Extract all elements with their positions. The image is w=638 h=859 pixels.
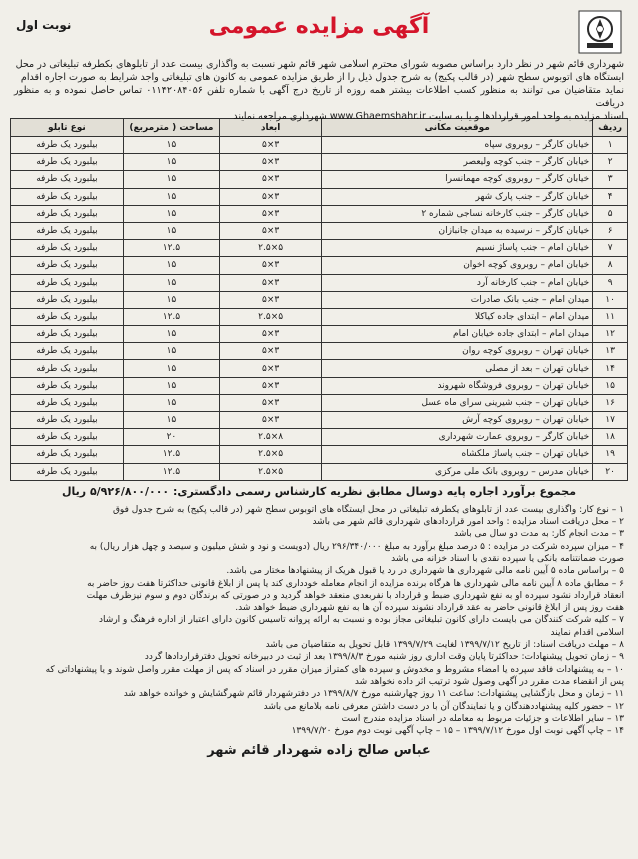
location-cell: خیابان تهران – جنب شیرینی سرای ماه عسل — [322, 394, 593, 411]
row-number: ۵ — [593, 205, 628, 222]
location-cell: خیابان تهران – بعد از مصلی — [322, 360, 593, 377]
terms-line: صورت ضمانتنامه بانکی یا سپرده نقدی با اسناد خزانه می باشد — [391, 553, 624, 564]
row-number: ۱۱ — [593, 308, 628, 325]
row-number: ۱۳ — [593, 343, 628, 360]
terms-line: ۱۲ – حضور کلیه پیشنهاددهندگان و یا نمایندگان آن با در دست داشتن معرفی نامه بلامانع می باشد — [263, 701, 624, 712]
terms-line: ۳ – مدت انجام کار: به مدت دو سال می باشد — [454, 529, 624, 540]
area-cell: ۱۲.۵ — [123, 240, 219, 257]
dimensions-cell: ۳×۵ — [219, 188, 321, 205]
location-cell: خیابان کارگر – جنب کارخانه نساجی شماره ۲ — [322, 205, 593, 222]
intro-line: شهرداری قائم شهر در نظر دارد براساس مصوبه شورای محترم اسلامی شهر قائم شهر نسبت به واگذاری بیست عدد از تابلوهای بکطرفه تبلیغاتی در محل — [15, 59, 624, 70]
table-row — [11, 205, 628, 222]
board-type-cell: بیلبورد یک طرفه — [11, 429, 124, 446]
table-row — [11, 222, 628, 239]
board-type-cell: بیلبورد یک طرفه — [11, 463, 124, 480]
location-cell: خیابان کارگر – روبروی کوچه مهمانسرا — [322, 171, 593, 188]
location-cell: میدان امام – ابتدای جاده خیابان امام — [322, 326, 593, 343]
board-type-cell: بیلبورد یک طرفه — [11, 154, 124, 171]
row-number: ۱۶ — [593, 394, 628, 411]
edition-label: نوبت اول — [16, 18, 72, 32]
table-row — [11, 412, 628, 429]
row-number: ۹ — [593, 274, 628, 291]
table-row — [11, 394, 628, 411]
terms-line: پس از انقضاء مدت مقرر در آگهی وصول شود ترتیب اثر داده نخواهد شد — [354, 676, 624, 687]
dimensions-cell: ۵×۲.۵ — [219, 446, 321, 463]
total-estimate: مجموع برآورد اجاره پایه دوسال مطابق نظریه کارشناس رسمی دادگستری: ۵/۹۲۶/۸۰۰/۰۰۰ ریال — [61, 484, 577, 498]
board-type-cell: بیلبورد یک طرفه — [11, 188, 124, 205]
terms-line: اسلامی اقدام نمایند — [550, 627, 624, 638]
terms-line: ۷ – کلیه شرکت کنندگان می بایست دارای کانون تبلیغاتی مجاز بوده و نسبت به ارائه پروانه تاسیس کانون دارای اعتبار از اداره فرهنگ و ارشاد — [99, 615, 624, 626]
dimensions-cell: ۳×۵ — [219, 137, 321, 154]
board-type-cell: بیلبورد یک طرفه — [11, 412, 124, 429]
billboard-table — [10, 118, 628, 481]
area-cell: ۱۵ — [123, 343, 219, 360]
board-type-cell: بیلبورد یک طرفه — [11, 343, 124, 360]
intro-paragraph — [14, 58, 625, 122]
row-number: ۱۵ — [593, 377, 628, 394]
board-type-cell: بیلبورد یک طرفه — [11, 446, 124, 463]
header-dimensions: ابعاد — [219, 119, 321, 137]
table-row — [11, 154, 628, 171]
area-cell: ۲۰ — [123, 429, 219, 446]
header-area: مساحت ( مترمربع) — [123, 119, 219, 137]
location-cell: خیابان کارگر – روبروی عمارت شهرداری — [322, 429, 593, 446]
area-cell: ۱۲.۵ — [123, 446, 219, 463]
table-row — [11, 188, 628, 205]
table-row — [11, 360, 628, 377]
dimensions-cell: ۳×۵ — [219, 360, 321, 377]
location-cell: میدان امام – ابتدای جاده کیاکلا — [322, 308, 593, 325]
area-cell: ۱۵ — [123, 222, 219, 239]
table-row — [11, 137, 628, 154]
location-cell: خیابان امام – روبروی کوچه اخوان — [322, 257, 593, 274]
board-type-cell: بیلبورد یک طرفه — [11, 205, 124, 222]
location-cell: خیابان کارگر – جنب پارک شهر — [322, 188, 593, 205]
terms-line: ۶ – مطابق ماده ۸ آیین نامه مالی شهرداری ها هرگاه برنده مزایده از انجام معامله خودداری کند یا پس از ابلاغ قانونی حداکثرتا هفت روز حاضر به — [87, 578, 624, 589]
board-type-cell: بیلبورد یک طرفه — [11, 291, 124, 308]
table-row — [11, 463, 628, 480]
board-type-cell: بیلبورد یک طرفه — [11, 308, 124, 325]
location-cell: خیابان تهران – جنب پاساژ ملکشاه — [322, 446, 593, 463]
table-body — [11, 137, 628, 481]
terms-line: ۸ – مهلت دریافت اسناد: از تاریخ ۱۳۹۹/۷/۱۲ لغایت ۱۳۹۹/۷/۲۹ قابل تحویل به متقاضیان می باشد — [265, 640, 624, 651]
location-cell: میدان امام – جنب بانک صادرات — [322, 291, 593, 308]
table-row — [11, 274, 628, 291]
notice-header — [10, 6, 628, 58]
dimensions-cell: ۳×۵ — [219, 343, 321, 360]
terms-line: ۱۰ – به پیشنهادات فاقد سپرده یا امضاء مشروط و مخدوش و سپرده های کمتراز میزان مقرر در اسناد که پس از مهلت مقرر واصل شوند و یا پیشنهاداتی که — [45, 664, 624, 675]
area-cell: ۱۵ — [123, 171, 219, 188]
dimensions-cell: ۳×۵ — [219, 377, 321, 394]
area-cell: ۱۵ — [123, 274, 219, 291]
dimensions-cell: ۳×۵ — [219, 326, 321, 343]
board-type-cell: بیلبورد یک طرفه — [11, 137, 124, 154]
terms-line: ۴ – میزان سپرده شرکت در مزایده : ۵ درصد مبلغ برآورد به مبلغ ۲۹۶/۳۴۰/۰۰۰ ریال (دویست و نود و شش میلیون و سیصد و چهل هزار ریال) به — [89, 541, 624, 552]
dimensions-cell: ۸×۲.۵ — [219, 429, 321, 446]
terms-list — [14, 504, 624, 738]
terms-line: ۹ – زمان تحویل پیشنهادات: حداکثرتا پایان وقت اداری روز شنبه مورخ ۱۳۹۹/۸/۳ بعد از ثبت در دبیرخانه تحویل دفترقراردادها گردد — [144, 652, 624, 663]
terms-line: ۱۳ – سایر اطلاعات و جزئیات مربوط به معامله در اسناد مزایده مندرج است — [341, 713, 624, 724]
row-number: ۳ — [593, 171, 628, 188]
area-cell: ۱۵ — [123, 326, 219, 343]
area-cell: ۱۵ — [123, 377, 219, 394]
row-number: ۷ — [593, 240, 628, 257]
row-number: ۱۰ — [593, 291, 628, 308]
dimensions-cell: ۳×۵ — [219, 154, 321, 171]
row-number: ۲ — [593, 154, 628, 171]
table-row — [11, 326, 628, 343]
dimensions-cell: ۳×۵ — [219, 394, 321, 411]
table-row — [11, 377, 628, 394]
area-cell: ۱۲.۵ — [123, 308, 219, 325]
area-cell: ۱۲.۵ — [123, 463, 219, 480]
signature: عباس صالح زاده شهردار قائم شهر — [207, 743, 431, 759]
dimensions-cell: ۳×۵ — [219, 257, 321, 274]
area-cell: ۱۵ — [123, 257, 219, 274]
terms-line: ۱۱ – زمان و محل بازگشایی پیشنهادات: ساعت ۱۱ روز چهارشنبه مورخ ۱۳۹۹/۸/۷ در دفترشهردار قائم شهرگشایش و خوانده خواهد شد — [123, 689, 624, 700]
location-cell: خیابان تهران – روبروی کوچه روان — [322, 343, 593, 360]
terms-line: هفت روز پس از ابلاغ قانونی حاضر به عقد قرارداد نشوند سپرده آن ها به نفع شهرداری ضبط خواهد شد. — [235, 603, 624, 614]
table-row — [11, 291, 628, 308]
board-type-cell: بیلبورد یک طرفه — [11, 274, 124, 291]
terms-line: ۲ – محل دریافت اسناد مزایده : واحد امور قراردادهای شهرداری قائم شهر می باشد — [312, 517, 624, 528]
location-cell: خیابان امام – جنب پاساژ نسیم — [322, 240, 593, 257]
location-cell: خیابان تهران – روبروی فروشگاه شهروند — [322, 377, 593, 394]
table-row — [11, 171, 628, 188]
row-number: ۱۲ — [593, 326, 628, 343]
row-number: ۲۰ — [593, 463, 628, 480]
table-row — [11, 429, 628, 446]
table-row — [11, 257, 628, 274]
header-location: موقعیت مکانی — [322, 119, 593, 137]
dimensions-cell: ۳×۵ — [219, 274, 321, 291]
row-number: ۱۴ — [593, 360, 628, 377]
intro-line: اسناد مزایده به واحد امور قراردادها و یا به سایت www.Ghaemshahr.ir شهرداری مراجعه نمایند — [233, 111, 624, 122]
area-cell: ۱۵ — [123, 360, 219, 377]
table-row — [11, 343, 628, 360]
board-type-cell: بیلبورد یک طرفه — [11, 326, 124, 343]
location-cell: خیابان کارگر – روبروی سپاه — [322, 137, 593, 154]
header-board-type: نوع تابلو — [11, 119, 124, 137]
location-cell: خیابان کارگر – جنب کوچه ولیعصر — [322, 154, 593, 171]
location-cell: خیابان مدرس – روبروی بانک ملی مرکزی — [322, 463, 593, 480]
dimensions-cell: ۳×۵ — [219, 205, 321, 222]
table-row — [11, 308, 628, 325]
terms-line: ۱ – نوع کار: واگذاری بیست عدد از تابلوهای یکطرفه تبلیغاتی در محل ایستگاه های اتوبوس سطح شهر (در قالب پکیج) به شرح جدول فوق — [112, 504, 624, 515]
dimensions-cell: ۳×۵ — [219, 171, 321, 188]
location-cell: خیابان تهران – روبروی کوچه آرش — [322, 412, 593, 429]
row-number: ۱۹ — [593, 446, 628, 463]
row-number: ۸ — [593, 257, 628, 274]
board-type-cell: بیلبورد یک طرفه — [11, 222, 124, 239]
intro-line: نماید متقاضیان می توانند به منظور کسب اطلاعات بیشتر همه روزه از تاریخ درج آگهی با شماره تلفن ۰۱۱۴۲۰۸۴۰۵۶ تماس حاصل نموده و به منظور دریافت — [14, 85, 625, 109]
row-number: ۱۸ — [593, 429, 628, 446]
dimensions-cell: ۳×۵ — [219, 291, 321, 308]
row-number: ۱ — [593, 137, 628, 154]
dimensions-cell: ۵×۲.۵ — [219, 308, 321, 325]
table-row — [11, 240, 628, 257]
dimensions-cell: ۳×۵ — [219, 222, 321, 239]
header-row-number: ردیف — [593, 119, 628, 137]
area-cell: ۱۵ — [123, 394, 219, 411]
location-cell: خیابان کارگر – نرسیده به میدان جانبازان — [322, 222, 593, 239]
table-row — [11, 446, 628, 463]
terms-line: ۱۴ – چاپ آگهی نوبت اول مورخ ۱۳۹۹/۷/۱۲ – ۱۵ – چاپ آگهی نوبت دوم مورخ ۱۳۹۹/۷/۲۰ — [291, 726, 624, 737]
board-type-cell: بیلبورد یک طرفه — [11, 171, 124, 188]
dimensions-cell: ۵×۲.۵ — [219, 240, 321, 257]
board-type-cell: بیلبورد یک طرفه — [11, 360, 124, 377]
row-number: ۶ — [593, 222, 628, 239]
terms-line: ۵ – براساس ماده ۵ آیین نامه مالی شهرداری ها شهرداری در رد یا قبول هریک از پیشنهادها مختار می باشد. — [226, 566, 624, 577]
area-cell: ۱۵ — [123, 291, 219, 308]
area-cell: ۱۵ — [123, 412, 219, 429]
area-cell: ۱۵ — [123, 205, 219, 222]
notice-title: آگهی مزایده عمومی — [208, 14, 430, 39]
board-type-cell: بیلبورد یک طرفه — [11, 257, 124, 274]
board-type-cell: بیلبورد یک طرفه — [11, 394, 124, 411]
row-number: ۴ — [593, 188, 628, 205]
area-cell: ۱۵ — [123, 137, 219, 154]
dimensions-cell: ۵×۲.۵ — [219, 463, 321, 480]
board-type-cell: بیلبورد یک طرفه — [11, 377, 124, 394]
row-number: ۱۷ — [593, 412, 628, 429]
dimensions-cell: ۳×۵ — [219, 412, 321, 429]
terms-line: انعقاد قرارداد نشود سپرده او به نفع شهرداری ضبط و قرارداد با نفربعدی منعقد خواهد گردید و در صورتی که برندگان دوم و سوم نیزظرف مهلت — [86, 590, 624, 601]
location-cell: خیابان امام – جنب کارخانه آرد — [322, 274, 593, 291]
area-cell: ۱۵ — [123, 154, 219, 171]
intro-line: ایستگاه های اتوبوس سطح شهر (در قالب پکیج) به شرح جدول ذیل را از طریق مزایده عمومی به کانون های تبلیغاتی واجد شرایط به صورت اجاره اقدام — [20, 72, 624, 83]
area-cell: ۱۵ — [123, 188, 219, 205]
board-type-cell: بیلبورد یک طرفه — [11, 240, 124, 257]
